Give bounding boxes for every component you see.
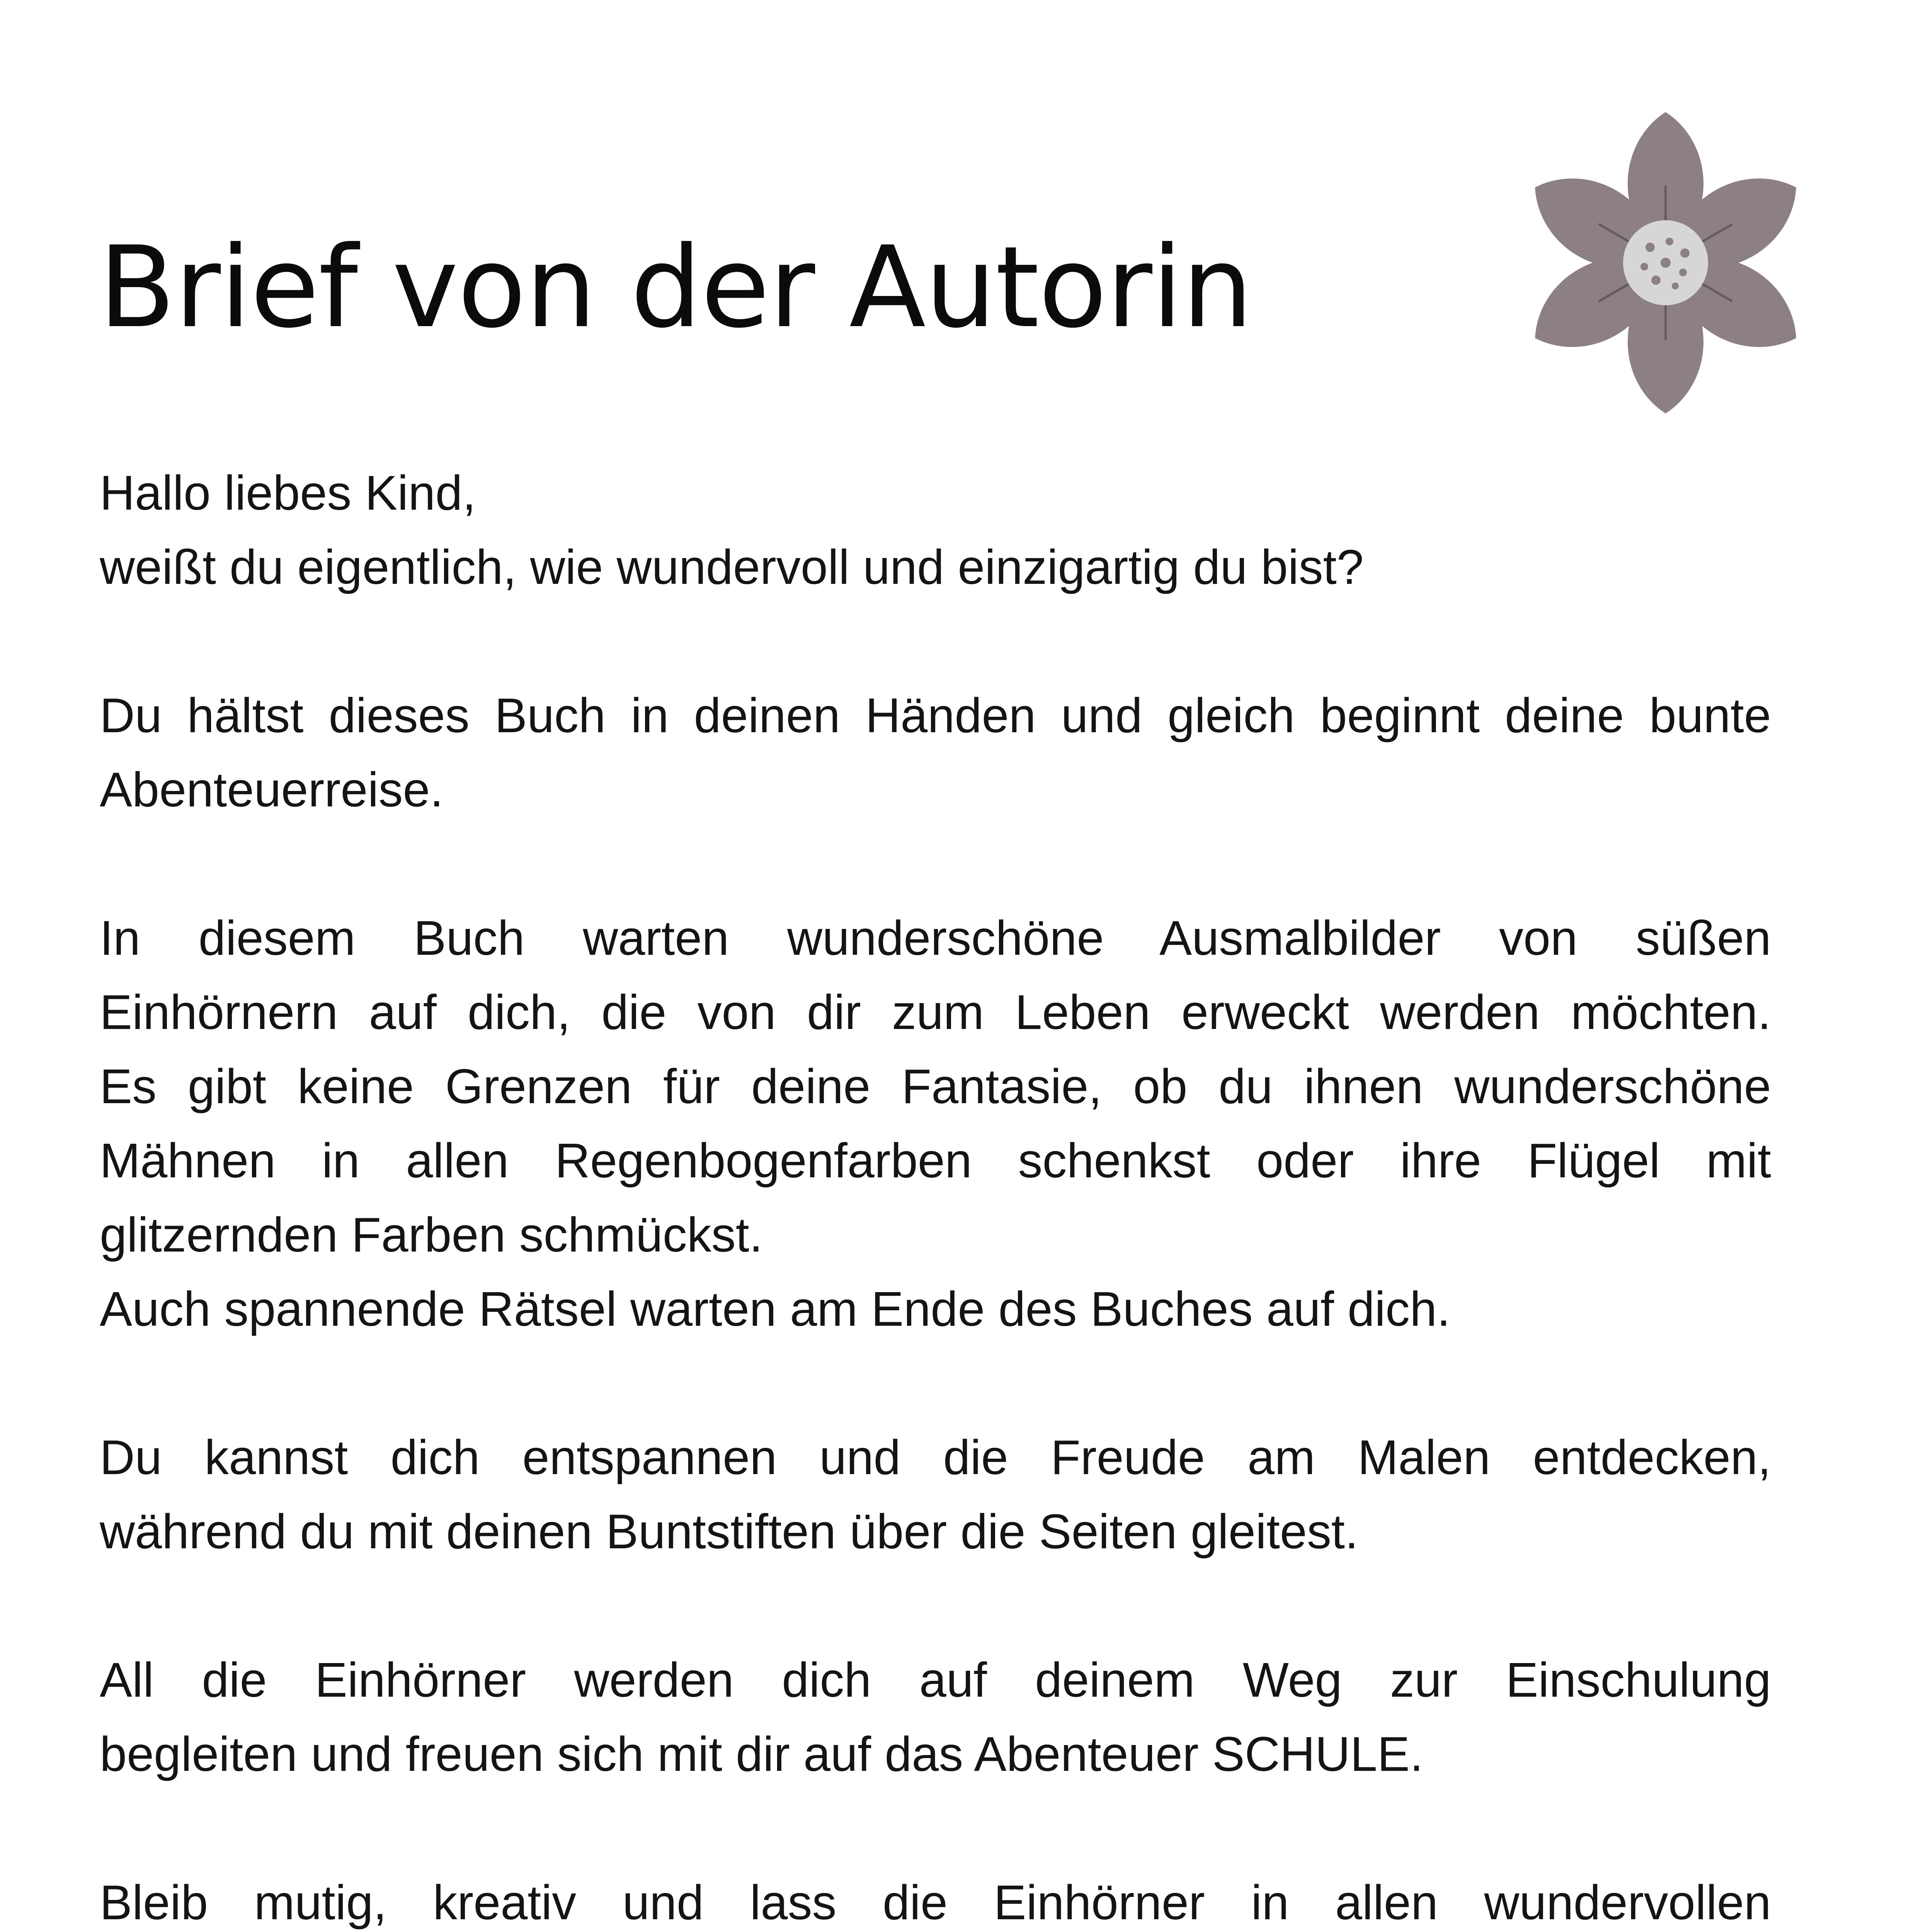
greeting: [100, 456, 1771, 604]
flower-icon: [1507, 104, 1824, 421]
paragraph-line: Du kannst dich entspannen und die Freude am Malen entdecken,: [100, 1430, 1771, 1485]
paragraph-2: [100, 901, 1771, 1346]
paragraph-line: Einhörnern auf dich, die von dir zum Leben erweckt werden möchten.: [100, 985, 1771, 1039]
greeting-line: Hallo liebes Kind,: [100, 466, 476, 520]
greeting-line: weißt du eigentlich, wie wundervoll und einzigartig du bist?: [100, 540, 1364, 594]
paragraph-line: glitzernden Farben schmückst.: [100, 1208, 763, 1262]
paragraph-line: Auch spannende Rätsel warten am Ende des Buches auf dich.: [100, 1282, 1451, 1336]
paragraph-line: bunte Abenteuerreise.: [100, 688, 1771, 817]
paragraph-line: Mähnen in allen Regenbogenfarben schenkst oder ihre Flügel mit: [100, 1133, 1771, 1188]
paragraph-line: begleiten und freuen sich mit dir auf das Abenteuer SCHULE.: [100, 1727, 1424, 1781]
paragraph-line: Du hältst dieses Buch in deinen Händen und gleich beginnt deine: [100, 688, 1624, 743]
page-title: Brief von der Autorin: [99, 223, 1252, 353]
paragraph-line: Bleib mutig, kreativ und lass die Einhörner in allen wundervollen: [100, 1875, 1771, 1930]
paragraph-4: [100, 1643, 1771, 1791]
paragraph-1: [100, 679, 1771, 827]
letter-body: [100, 456, 1771, 1932]
paragraph-line: während du mit deinen Buntstiften über die Seiten gleitest.: [100, 1504, 1359, 1559]
paragraph-line: In diesem Buch warten wunderschöne Ausmalbilder von süßen: [100, 911, 1771, 965]
paragraph-5: [100, 1866, 1771, 1932]
paragraph-3: [100, 1420, 1771, 1569]
paragraph-line: All die Einhörner werden dich auf deinem Weg zur Einschulung: [100, 1653, 1771, 1707]
paragraph-line: Es gibt keine Grenzen für deine Fantasie, ob du ihnen wunderschöne: [100, 1059, 1771, 1114]
